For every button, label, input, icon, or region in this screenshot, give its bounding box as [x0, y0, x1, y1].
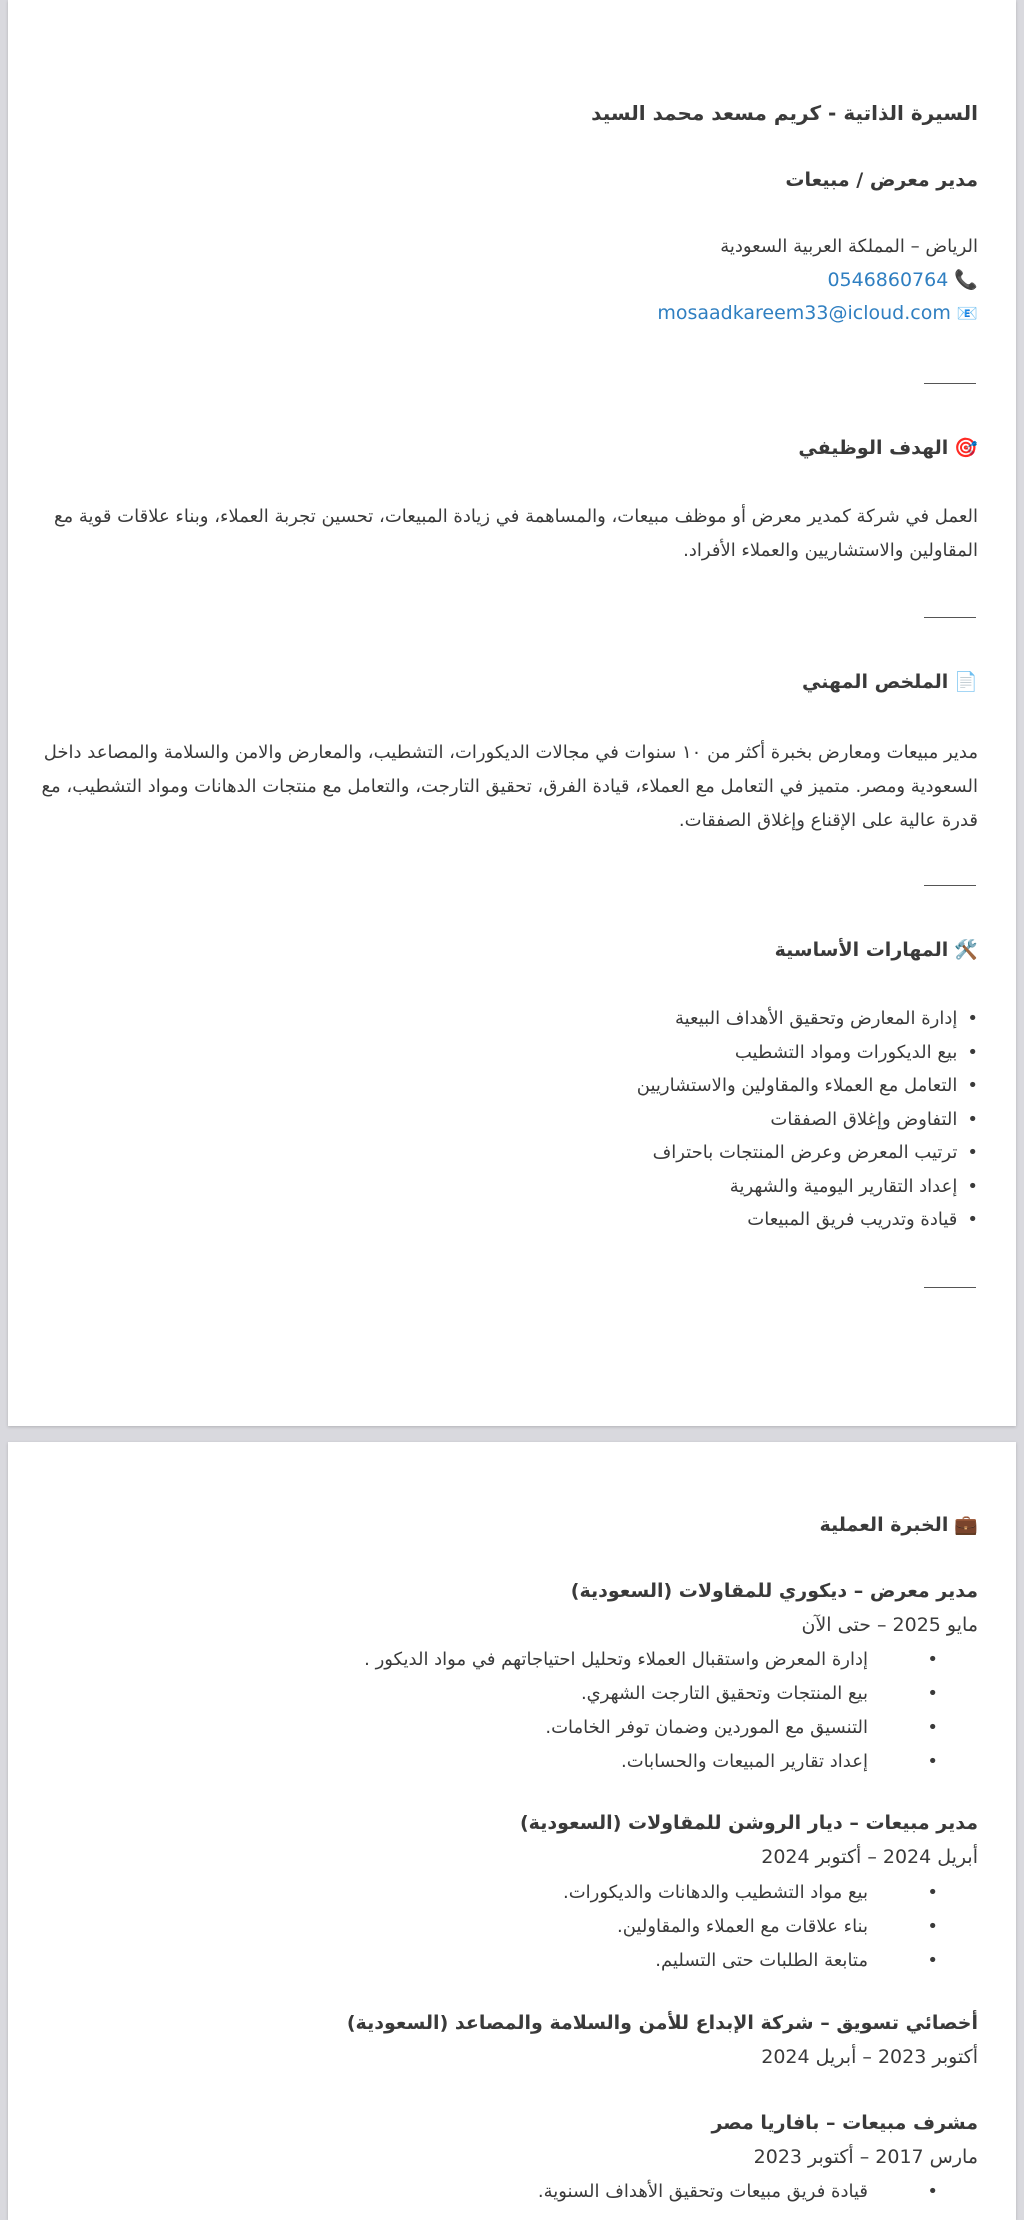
job-role: مدير معرض / مبيعات	[785, 169, 978, 191]
job-date: مارس 2017 – أكتوبر 2023	[753, 2146, 978, 2168]
list-item: • بيع الديكورات ومواد التشطيب	[637, 1036, 978, 1070]
document-icon: 📄	[954, 671, 978, 693]
list-item: • متابعة الطلبات حتى التسليم.	[655, 1950, 938, 1971]
resume-page-1	[8, 0, 1016, 1426]
duties-list	[563, 1876, 978, 1978]
list-item: • قيادة وتدريب فريق المبيعات	[637, 1203, 978, 1237]
tools-icon: 🛠️	[954, 939, 978, 961]
divider	[924, 383, 976, 384]
skills-heading-text: المهارات الأساسية	[774, 939, 949, 961]
location: الرياض – المملكة العربية السعودية	[720, 236, 978, 257]
duties-list	[364, 1643, 978, 1779]
skills-list	[637, 1002, 978, 1237]
email-line	[657, 302, 978, 324]
resume-title: السيرة الذاتية - كريم مسعد محمد السيد	[591, 101, 978, 125]
list-item: • التنسيق مع الموردين وضمان توفر الخامات.	[545, 1717, 938, 1738]
job-date: مايو 2025 – حتى الآن	[801, 1614, 978, 1636]
experience-heading	[819, 1513, 978, 1536]
list-item: • التفاوض وإغلاق الصفقات	[637, 1103, 978, 1137]
list-item: • إعداد تقارير المبيعات والحسابات.	[621, 1751, 938, 1772]
list-item: • إدارة المعرض واستقبال العملاء وتحليل احتياجاتهم في مواد الديكور .	[364, 1649, 938, 1670]
divider	[924, 617, 976, 618]
phone-number[interactable]: 0546860764	[827, 269, 949, 291]
resume-page-2	[8, 1442, 1016, 2220]
objective-heading-text: الهدف الوظيفي	[798, 437, 949, 459]
summary-text: مدير مبيعات ومعارض بخبرة أكثر من ١٠ سنوات في مجالات الديكورات، التشطيب، والمعارض والامن والسلامة والمصاعد داخل السعودية ومصر. متميز في التعامل مع العملاء، قيادة الفرق، تحقيق التارجت، والتعامل مع منتجات الدهانات ومواد التشطيب، مع قدرة عالية على الإقناع وإغلاق الصفقات.	[41, 742, 978, 831]
list-item: • بيع مواد التشطيب والدهانات والديكورات.	[563, 1882, 938, 1903]
divider	[924, 885, 976, 886]
duties-list	[538, 2175, 978, 2209]
target-icon: 🎯	[954, 437, 978, 459]
list-item: • بيع المنتجات وتحقيق التارجت الشهري.	[580, 1683, 938, 1704]
list-item: • قيادة فريق مبيعات وتحقيق الأهداف السنوية.	[537, 2181, 938, 2202]
briefcase-icon: 💼	[954, 1514, 978, 1536]
job-date: أكتوبر 2023 – أبريل 2024	[761, 2046, 978, 2068]
list-item: • إعداد التقارير اليومية والشهرية	[637, 1170, 978, 1204]
objective-heading	[798, 436, 978, 459]
phone-icon: 📞	[954, 269, 978, 291]
job-title: أخصائي تسويق – شركة الإبداع للأمن والسلامة والمصاعد (السعودية)	[346, 2012, 978, 2034]
list-item: • بناء علاقات مع العملاء والمقاولين.	[617, 1916, 938, 1937]
divider	[924, 1287, 976, 1288]
experience-heading-text: الخبرة العملية	[819, 1514, 949, 1536]
phone-line	[827, 268, 978, 291]
list-item: • التعامل مع العملاء والمقاولين والاستشاريين	[637, 1069, 978, 1103]
job-date: أبريل 2024 – أكتوبر 2024	[761, 1846, 978, 1868]
list-item: • إدارة المعارض وتحقيق الأهداف البيعية	[637, 1002, 978, 1036]
summary-heading-text: الملخص المهني	[802, 671, 949, 693]
skills-heading	[775, 938, 978, 961]
job-title: مدير معرض – ديكوري للمقاولات (السعودية)	[570, 1580, 978, 1602]
job-title: مشرف مبيعات – بافاريا مصر	[711, 2112, 978, 2134]
email-link[interactable]: mosaadkareem33@icloud.com	[657, 302, 951, 324]
job-title: مدير مبيعات – ديار الروشن للمقاولات (السعودية)	[519, 1812, 978, 1834]
objective-text: العمل في شركة كمدير معرض أو موظف مبيعات، والمساهمة في زيادة المبيعات، تحسين تجربة العملاء، وبناء علاقات قوية مع المقاولين والاستشاريين والعملاء الأفراد.	[53, 506, 978, 561]
list-item: • ترتيب المعرض وعرض المنتجات باحتراف	[637, 1136, 978, 1170]
email-icon: 📧	[956, 304, 978, 324]
summary-heading	[802, 670, 978, 693]
